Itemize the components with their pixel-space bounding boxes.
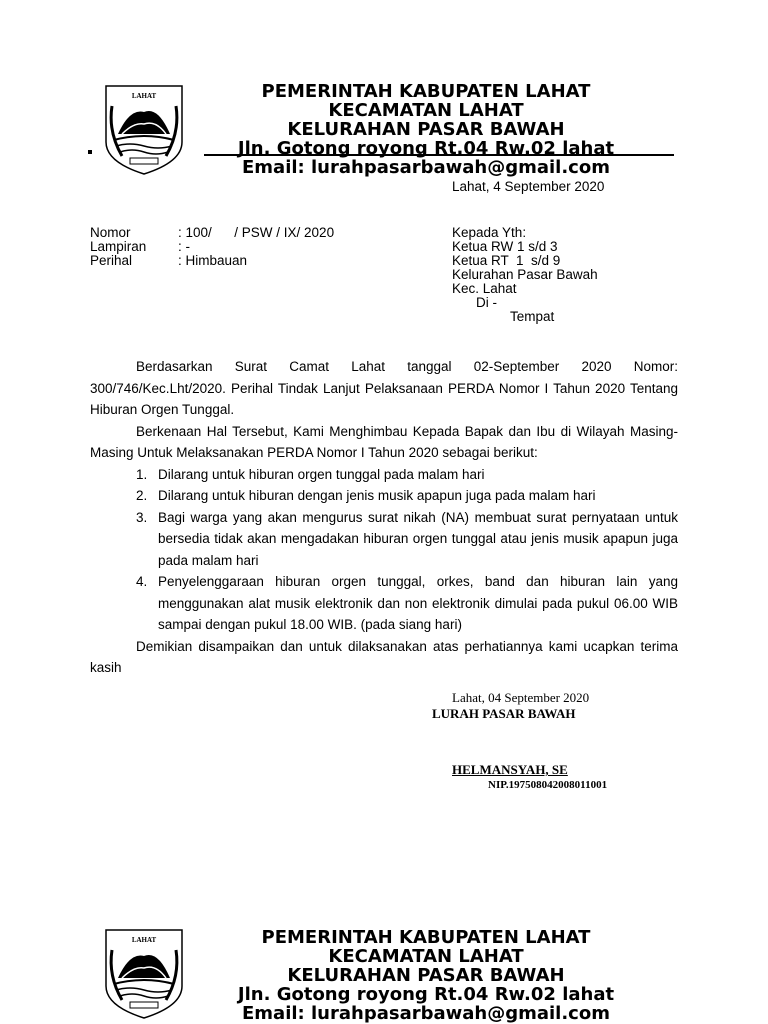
list-item: 4. Penyelenggaraan hiburan orgen tunggal, orkes, band dan hiburan lain yang menggunakan alat musik elektronik dan non elektronik dimulai pada pukul 06.00 WIB sampai dengan pukul 18.00 WIB. (pada siang hari)	[136, 574, 678, 632]
list-item: 3. Bagi warga yang akan mengurus surat nikah (NA) membuat surat pernyataan untuk bersedia tidak akan mengadakan hiburan orgen tunggal atau jenis musik apapun juga pada malam hari	[136, 509, 678, 568]
letterhead-address: Jln. Gotong royong Rt.04 Rw.02 lahat	[237, 984, 615, 1005]
nomor-label: Nomor	[90, 225, 131, 240]
emblem-lettering: LAHAT	[131, 92, 157, 100]
list-item: 1. Dilarang untuk hiburan orgen tunggal pada malam hari	[136, 466, 485, 482]
letterhead-top	[0, 78, 768, 178]
letterhead-government: PEMERINTAH KABUPATEN LAHAT	[261, 927, 591, 948]
recipient-kecamatan: Kec. Lahat	[452, 281, 517, 296]
emblem-lettering: LAHAT	[131, 936, 157, 944]
body-paragraph-2: Berkenaan Hal Tersebut, Kami Menghimbau Kepada Bapak dan Ibu di Wilayah Masing-Masing Untuk Melaksanakan PERDA Nomor I Tahun 2020 sebagai berikut:	[90, 423, 678, 460]
letterhead-divider	[204, 154, 674, 156]
letterhead-district: KECAMATAN LAHAT	[328, 100, 524, 121]
lahat-regency-emblem-icon	[100, 926, 188, 1020]
letterhead-text	[196, 928, 656, 1023]
stray-bullet-mark	[88, 150, 92, 154]
letterhead-government: PEMERINTAH KABUPATEN LAHAT	[261, 81, 591, 102]
lampiran-value: : -	[178, 239, 190, 254]
letter-body	[90, 356, 678, 679]
nomor-value: : 100/ / PSW / IX/ 2020	[178, 225, 335, 240]
letterhead-text	[196, 82, 656, 177]
perihal-label: Perihal	[90, 253, 133, 268]
signature-title: LURAH PASAR BAWAH	[432, 706, 576, 721]
recipient-rw: Ketua RW 1 s/d 3	[452, 239, 558, 254]
letterhead-subdistrict: KELURAHAN PASAR BAWAH	[287, 119, 565, 140]
lampiran-label: Lampiran	[90, 239, 147, 254]
recipient-di: Di -	[476, 295, 497, 310]
signatory-nip: NIP.197508042008011001	[488, 779, 608, 791]
instruction-list	[90, 464, 678, 636]
recipient-tempat: Tempat	[510, 309, 555, 324]
letter-date: Lahat, 4 September 2020	[452, 179, 605, 194]
lahat-regency-emblem-icon	[100, 82, 188, 176]
body-paragraph-1: Berdasarkan Surat Camat Lahat tanggal 02-September 2020 Nomor: 300/746/Kec.Lht/2020. Perihal Tindak Lanjut Pelaksanaan PERDA Nomor I Tahun 2020 Tentang Hiburan Orgen Tunggal.	[90, 359, 678, 417]
perihal-value: : Himbauan	[178, 253, 248, 268]
signatory-name: HELMANSYAH, SE	[452, 762, 568, 777]
letterhead-email: Email: lurahpasarbawah@gmail.com	[242, 157, 610, 178]
letterhead-email: Email: lurahpasarbawah@gmail.com	[242, 1003, 610, 1024]
closing-paragraph: Demikian disampaikan dan untuk dilaksanakan atas perhatiannya kami ucapkan terima kasih	[90, 638, 678, 675]
signature-date: Lahat, 04 September 2020	[452, 690, 590, 705]
letterhead-bottom	[0, 922, 768, 1022]
list-item: 2. Dilarang untuk hiburan dengan jenis musik apapun juga pada malam hari	[136, 488, 596, 503]
recipient-rt: Ketua RT 1 s/d 9	[452, 253, 561, 268]
recipient-greeting: Kepada Yth:	[452, 225, 527, 240]
letterhead-district: KECAMATAN LAHAT	[328, 946, 524, 967]
recipient-kelurahan: Kelurahan Pasar Bawah	[452, 267, 598, 282]
letterhead-address: Jln. Gotong royong Rt.04 Rw.02 lahat	[237, 138, 615, 159]
letterhead-subdistrict: KELURAHAN PASAR BAWAH	[287, 965, 565, 986]
